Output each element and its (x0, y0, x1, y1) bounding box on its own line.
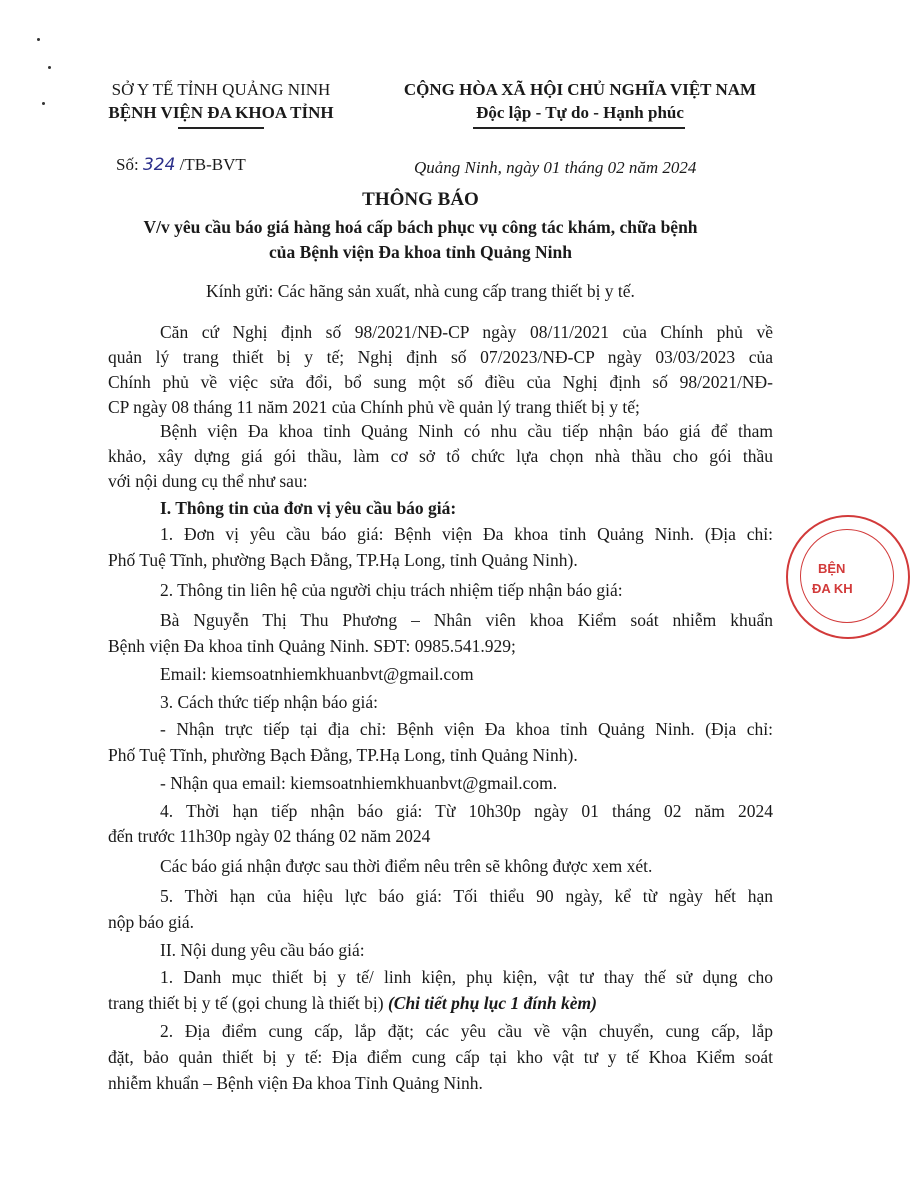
body-line: quản lý trang thiết bị y tế; Nghị định số 07/2023/NĐ-CP ngày 03/03/2023 của (108, 347, 773, 367)
appendix-reference: (Chi tiết phụ lục 1 đính kèm) (387, 993, 597, 1013)
stamp-inner-ring (800, 529, 894, 623)
body-line: Phố Tuệ Tĩnh, phường Bạch Đằng, TP.Hạ Long, tỉnh Quảng Ninh). (108, 745, 578, 765)
national-title: CỘNG HÒA XÃ HỘI CHỦ NGHĨA VIỆT NAM (403, 80, 757, 99)
document-number-prefix: Số: (116, 155, 139, 174)
document-number (116, 155, 246, 175)
national-motto: Độc lập - Tự do - Hạnh phúc (476, 103, 684, 122)
scan-speck (48, 66, 51, 69)
body-line: 4. Thời hạn tiếp nhận báo giá: Từ 10h30p ngày 01 tháng 02 năm 2024 (160, 801, 773, 821)
body-line: Chính phủ về việc sửa đổi, bổ sung một số điều của Nghị định số 98/2021/NĐ- (108, 372, 773, 392)
body-line: đến trước 11h30p ngày 02 tháng 02 năm 2024 (108, 826, 431, 846)
document-title: THÔNG BÁO (362, 189, 479, 210)
stamp-text: BỆN (818, 561, 846, 576)
issuing-authority: SỞ Y TẾ TỈNH QUẢNG NINH (111, 80, 331, 99)
stamp-text: ĐA KH (812, 581, 853, 596)
body-line: - Nhận qua email: kiemsoatnhiemkhuanbvt@gmail.com. (160, 773, 558, 793)
body-line: 3. Cách thức tiếp nhận báo giá: (160, 692, 378, 712)
body-text: trang thiết bị y tế (gọi chung là thiết bị) (108, 993, 388, 1013)
scan-speck (42, 102, 45, 105)
body-line: khảo, xây dựng giá gói thầu, làm cơ sở tổ chức lựa chọn nhà thầu cho gói thầu (108, 446, 773, 466)
body-line: 1. Đơn vị yêu cầu báo giá: Bệnh viện Đa khoa tỉnh Quảng Ninh. (Địa chỉ: (160, 524, 773, 544)
body-line: nộp báo giá. (108, 912, 195, 932)
header-right-underline (473, 127, 685, 129)
subject-line-2: của Bệnh viện Đa khoa tỉnh Quảng Ninh (269, 242, 572, 262)
issuing-unit: BỆNH VIỆN ĐA KHOA TỈNH (108, 103, 334, 122)
official-stamp (786, 515, 910, 639)
handwritten-number: 324 (142, 155, 176, 175)
body-line: Bệnh viện Đa khoa tỉnh Quảng Ninh có nhu cầu tiếp nhận báo giá để tham (160, 421, 773, 441)
body-line: 2. Địa điểm cung cấp, lắp đặt; các yêu cầu về vận chuyển, cung cấp, lắp (160, 1021, 773, 1041)
subject-line-1: V/v yêu cầu báo giá hàng hoá cấp bách phục vụ công tác khám, chữa bệnh (143, 217, 698, 237)
body-line: 5. Thời hạn của hiệu lực báo giá: Tối thiểu 90 ngày, kể từ ngày hết hạn (160, 886, 773, 906)
body-line: Căn cứ Nghị định số 98/2021/NĐ-CP ngày 08/11/2021 của Chính phủ về (160, 322, 773, 342)
scan-speck (37, 38, 40, 41)
body-line: với nội dung cụ thể như sau: (108, 471, 308, 491)
body-line: nhiễm khuẩn – Bệnh viện Đa khoa Tỉnh Quảng Ninh. (108, 1073, 483, 1093)
body-line: 1. Danh mục thiết bị y tế/ linh kiện, phụ kiện, vật tư thay thế sử dụng cho (160, 967, 773, 987)
body-line: 2. Thông tin liên hệ của người chịu trách nhiệm tiếp nhận báo giá: (160, 580, 623, 600)
section-heading: I. Thông tin của đơn vị yêu cầu báo giá: (160, 498, 457, 518)
document-number-suffix: /TB-BVT (179, 155, 246, 174)
body-line: CP ngày 08 tháng 11 năm 2021 của Chính phủ về quản lý trang thiết bị y tế; (108, 397, 640, 417)
recipient-line: Kính gửi: Các hãng sản xuất, nhà cung cấp trang thiết bị y tế. (206, 281, 635, 301)
contact-email: Email: kiemsoatnhiemkhuanbvt@gmail.com (160, 664, 474, 684)
date-line: Quảng Ninh, ngày 01 tháng 02 năm 2024 (414, 158, 697, 177)
body-line: Phố Tuệ Tĩnh, phường Bạch Đằng, TP.Hạ Long, tỉnh Quảng Ninh). (108, 550, 578, 570)
section-heading: II. Nội dung yêu cầu báo giá: (160, 940, 365, 960)
body-line: đặt, bảo quản thiết bị y tế: Địa điểm cung cấp tại kho vật tư y tế Khoa Kiểm soát (108, 1047, 773, 1067)
body-line: - Nhận trực tiếp tại địa chỉ: Bệnh viện Đa khoa tỉnh Quảng Ninh. (Địa chỉ: (160, 719, 773, 739)
body-line: Các báo giá nhận được sau thời điểm nêu trên sẽ không được xem xét. (160, 856, 653, 876)
body-line: Bệnh viện Đa khoa tỉnh Quảng Ninh. SĐT: 0985.541.929; (108, 636, 516, 656)
body-line (108, 993, 597, 1014)
header-left-underline (178, 127, 264, 129)
body-line: Bà Nguyễn Thị Thu Phương – Nhân viên khoa Kiểm soát nhiễm khuẩn (160, 610, 773, 630)
